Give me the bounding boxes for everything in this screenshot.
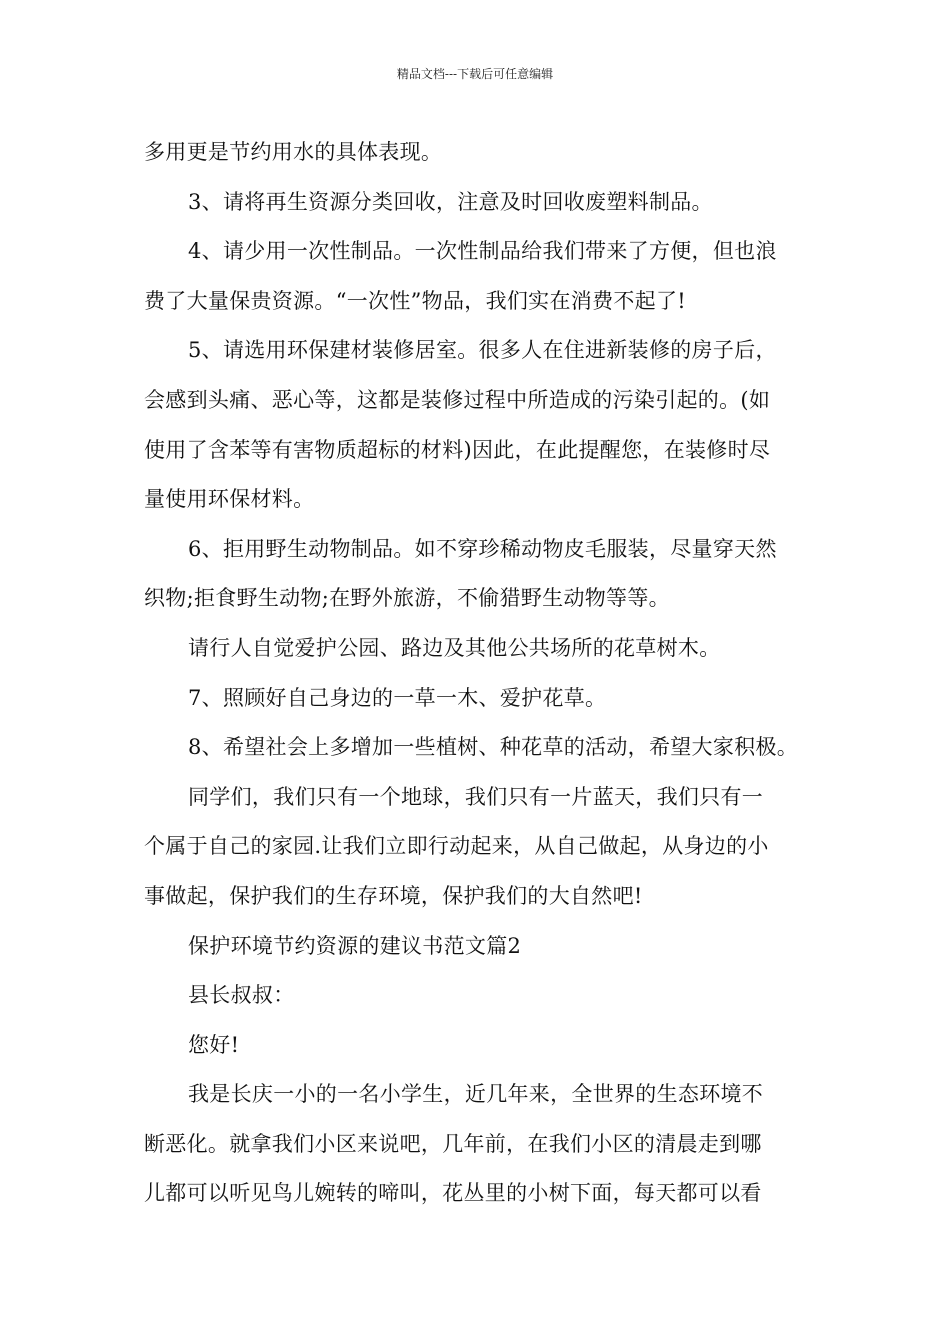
text-line: 同学们，我们只有一个地球，我们只有一片蓝天，我们只有一 [188,784,764,809]
section-heading: 保护环境节约资源的建议书范文篇2 [188,933,522,958]
text-line: 5、请选用环保建材装修居室。很多人在住进新装修的房子后， [188,338,777,363]
page-header: 精品文档---下载后可任意编辑 [396,67,554,81]
text-line: 断恶化。就拿我们小区来说吧，几年前，在我们小区的清晨走到哪 [144,1131,762,1156]
text-line: 会感到头痛、恶心等，这都是装修过程中所造成的污染引起的。(如 [144,387,771,412]
text-line: 事做起，保护我们的生存环境，保护我们的大自然吧! [144,883,643,908]
text-line: 4、请少用一次性制品。一次性制品给我们带来了方便，但也浪 [188,239,777,264]
text-line: 费了大量保贵资源。“一次性”物品，我们实在消费不起了! [144,288,687,313]
text-line: 7、照顾好自己身边的一草一木、爱护花草。 [188,685,607,710]
text-line: 6、拒用野生动物制品。如不穿珍稀动物皮毛服装，尽量穿天然 [188,536,777,561]
text-line: 织物;拒食野生动物;在野外旅游，不偷猎野生动物等等。 [144,586,670,611]
letter-salutation: 县长叔叔： [188,983,295,1008]
text-line: 多用更是节约用水的具体表现。 [144,140,443,164]
text-line: 个属于自己的家园.让我们立即行动起来，从自己做起，从身边的小 [144,834,769,859]
text-line: 请行人自觉爱护公园、路边及其他公共场所的花草树木。 [188,635,721,660]
text-line: 3、请将再生资源分类回收，注意及时回收废塑料制品。 [188,189,713,214]
text-line: 量使用环保材料。 [144,487,315,512]
text-line: 8、希望社会上多增加一些植树、种花草的活动，希望大家积极。 [188,735,799,760]
document-body [144,128,824,1219]
text-line: 使用了含苯等有害物质超标的材料)因此，在此提醒您，在装修时尽 [144,437,771,462]
text-line: 儿都可以听见鸟儿婉转的啼叫，花丛里的小树下面，每天都可以看 [144,1181,762,1206]
text-line: 我是长庆一小的一名小学生，近几年来，全世界的生态环境不 [188,1082,764,1107]
letter-greeting: 您好! [188,1032,240,1057]
